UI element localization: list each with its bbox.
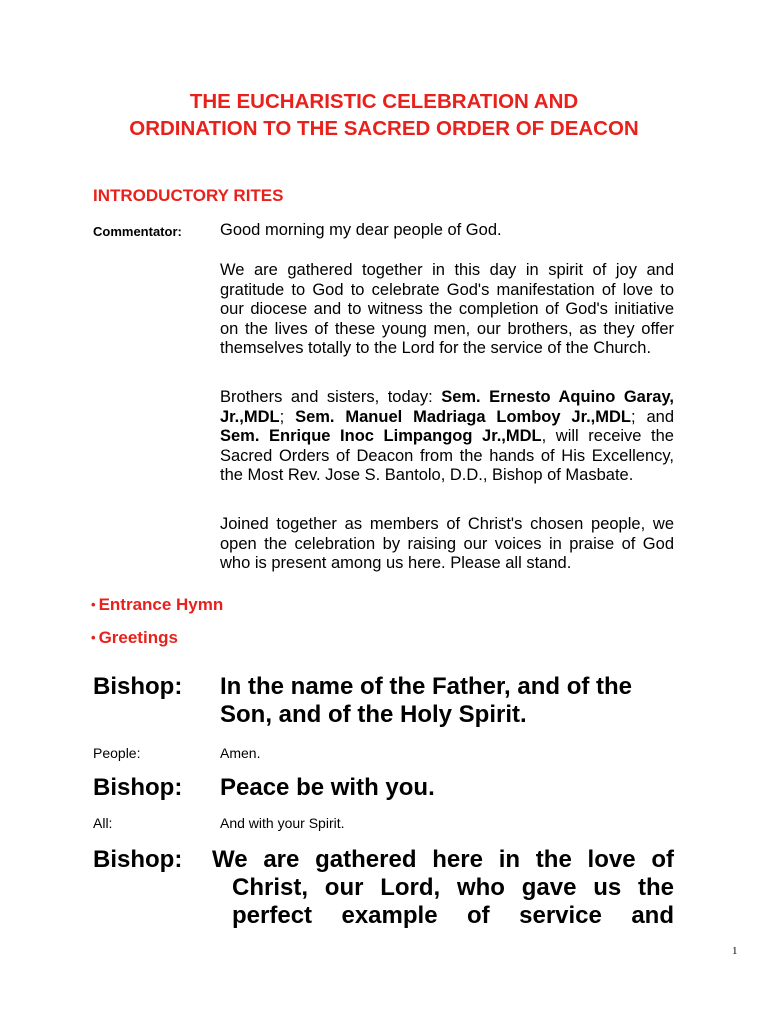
commentator-paragraph-3	[220, 515, 674, 574]
paragraph-1-text: We are gathered together in this day in spirit of joy and gratitude to God to celebrate God's manifestation of love to our diocese and to witness the completion of God's initiative on the lives of these young men, our brothers, as they offer themselves totally to the Lord for the service of the Church.	[220, 261, 674, 357]
commentator-paragraph-2	[220, 388, 674, 486]
commentator-role: Commentator:	[93, 224, 182, 239]
dialogue-role-bishop-1: Bishop:	[93, 673, 183, 700]
dialogue-text-bishop-2: Peace be with you.	[220, 774, 435, 801]
dialogue-text-all: And with your Spirit.	[220, 815, 345, 831]
bullet-label: Greetings	[98, 628, 178, 647]
dialogue-role-bishop-2: Bishop:	[93, 774, 183, 801]
bullet-label: Entrance Hymn	[98, 595, 224, 614]
separator-2: ; and	[631, 407, 674, 426]
page-number: 1	[732, 945, 738, 957]
dialogue-role-all: All:	[93, 815, 113, 831]
dialogue-role-people: People:	[93, 745, 141, 761]
dialogue-role-bishop-3: Bishop:	[93, 846, 183, 873]
paragraph-3-text: Joined together as members of Christ's chosen people, we open the celebration by raising our voices in praise of God who is present among us here. Please all stand.	[220, 515, 674, 572]
bullet-greetings	[91, 628, 178, 648]
bullet-entrance-hymn	[91, 595, 223, 615]
bishop-3-line-3: perfect example of service and	[232, 902, 674, 929]
ordinand-name-2: Sem. Manuel Madriaga Lomboy Jr.,MDL	[295, 407, 632, 426]
commentator-greeting: Good morning my dear people of God.	[220, 221, 502, 239]
section-heading: INTRODUCTORY RITES	[93, 186, 284, 205]
dialogue-text-bishop-1: In the name of the Father, and of the Son, and of the Holy Spirit.	[220, 673, 633, 728]
bishop-3-line-1: We are gathered here in the love of	[212, 846, 674, 873]
bullet-icon: •	[91, 597, 96, 612]
separator-1: ;	[279, 407, 296, 426]
dialogue-text-people: Amen.	[220, 745, 261, 761]
ordinand-name-1: Sem. Ernesto Aquino Garay, Jr.,MDL	[220, 388, 674, 426]
paragraph-2-rest: , will receive the Sacred Orders of Deacon from the hands of His Excellency, the Most Rev. Jose S. Bantolo, D.D., Bishop of Masbate.	[220, 427, 674, 484]
ordinand-name-3: Sem. Enrique Inoc Limpangog Jr.,MDL	[220, 427, 542, 445]
paragraph-2-intro: Brothers and sisters, today:	[220, 388, 442, 406]
title-line-2: ORDINATION TO THE SACRED ORDER OF DEACON	[129, 117, 639, 140]
commentator-paragraph-1	[220, 261, 674, 359]
bullet-icon: •	[91, 630, 96, 645]
document-title	[60, 88, 708, 142]
bishop-3-line-2: Christ, our Lord, who gave us the	[232, 874, 674, 901]
title-line-1: THE EUCHARISTIC CELEBRATION AND	[189, 90, 579, 113]
